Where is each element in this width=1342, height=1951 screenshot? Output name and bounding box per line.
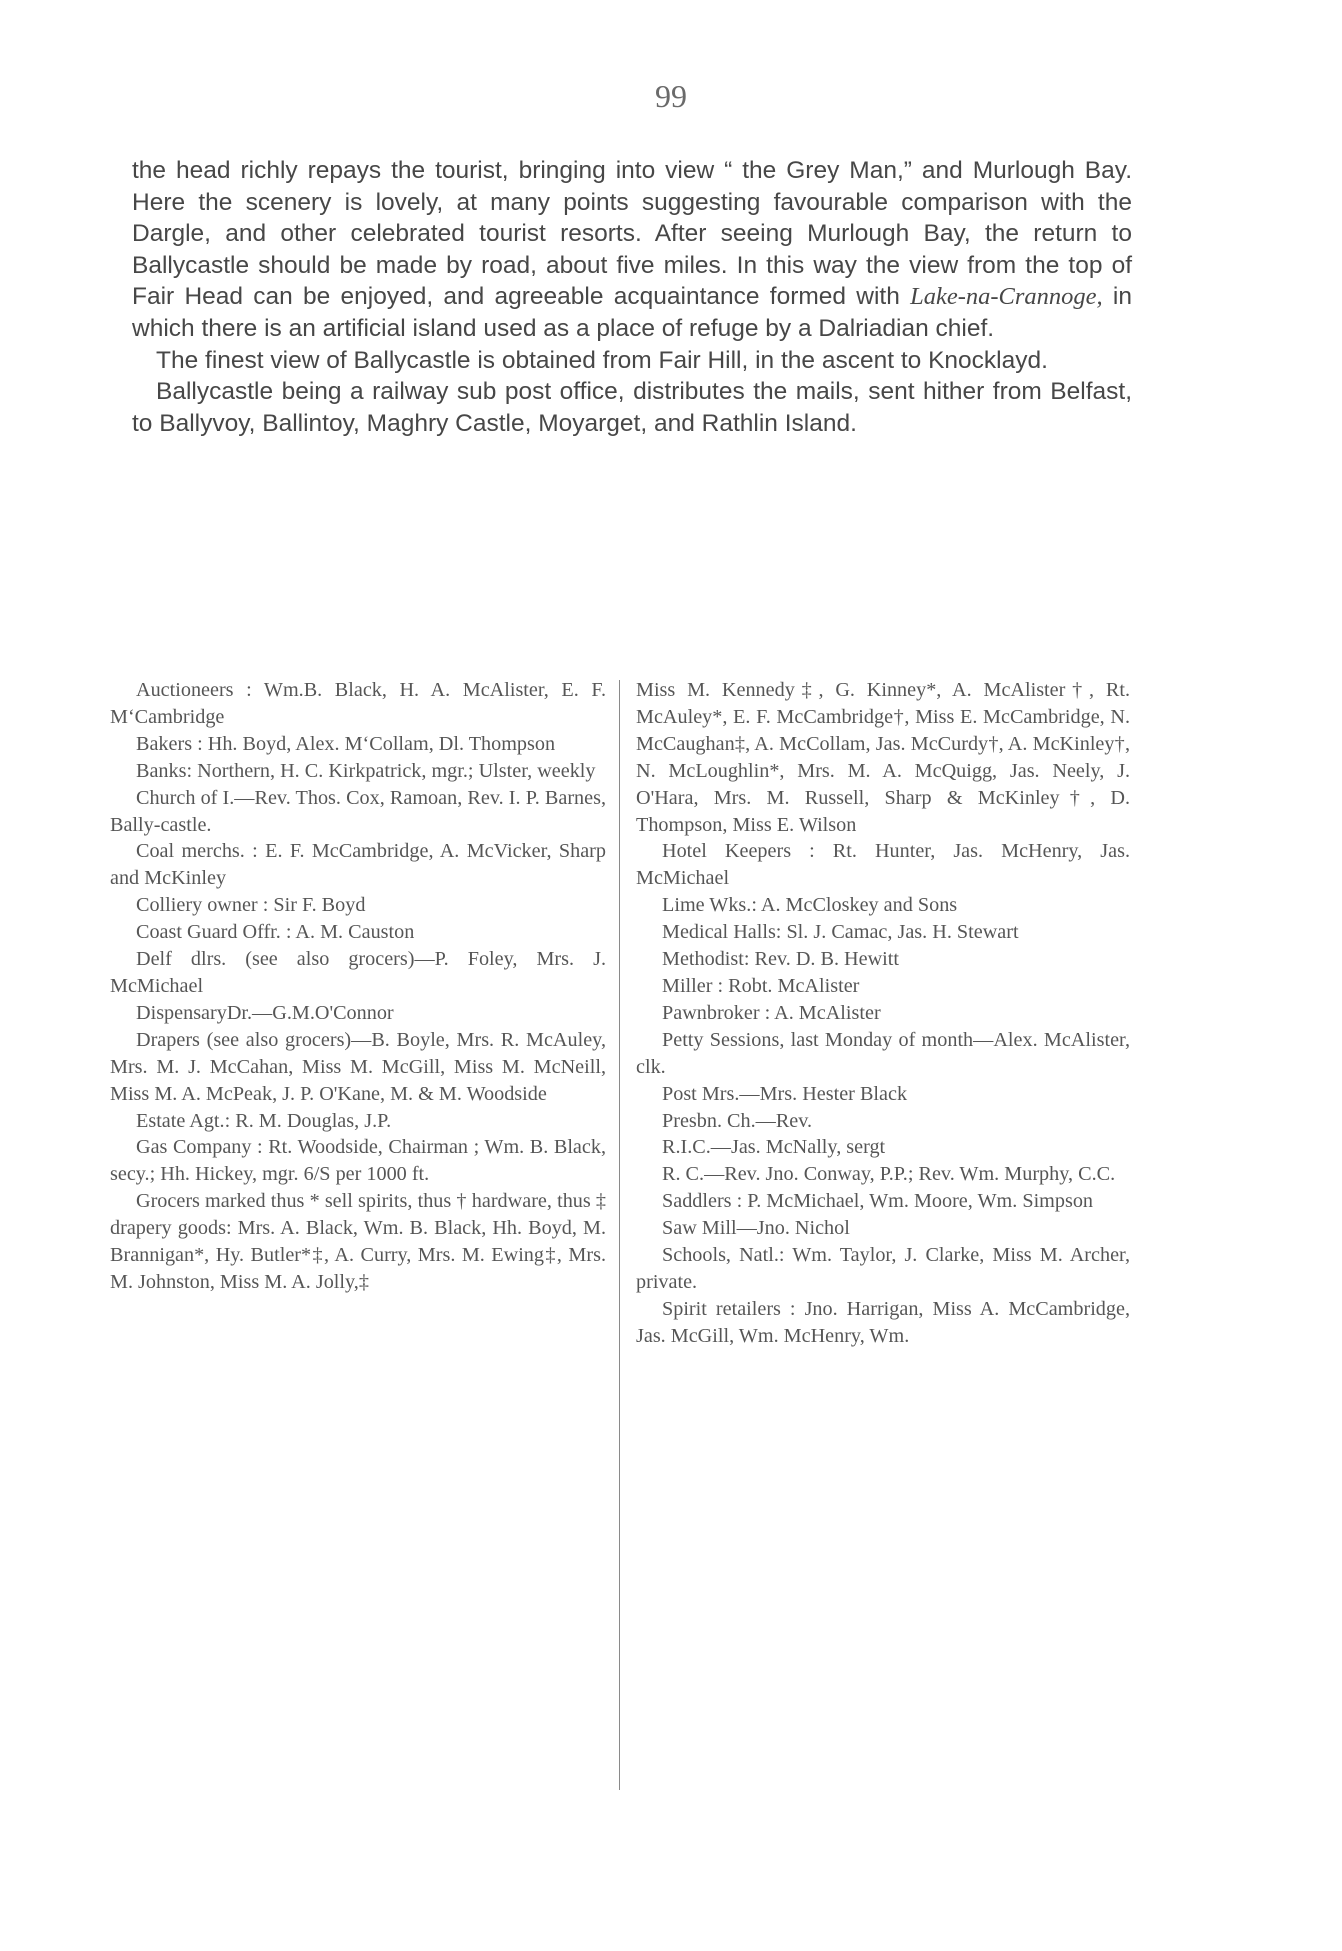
directory-entry: Colliery owner : Sir F. Boyd [136,894,366,917]
directory-entry: Post Mrs.—Mrs. Hester Black [662,1082,908,1105]
intro-p1-text-end: in which there is an artificial island used as a place of refuge by a Dalriadian chief. [132,283,1132,342]
directory-entry: Methodist: Rev. D. B. Hewitt [662,948,900,971]
directory-entry: Auctioneers : Wm.B. Black, H. A. McAlister, E. F. M‘Cambridge [110,679,606,728]
directory-entry: Miss M. Kennedy‡, G. Kinney*, A. McAlister†, Rt. McAuley*, E. F. McCambridge†, Miss E. McCambridge, N. McCaughan‡, A. McCollam, Jas. McCurdy†, A. McKinley†, N. McLoughlin*, Mrs. M. A. McQuigg, Jas. Neely, J. O'Hara, Mrs. M. Russell, Sharp & McKinley†, D. Thompson, Miss E. Wilson [636,679,1130,836]
directory-entry: Grocers marked thus * sell spirits, thus † hardware, thus ‡ drapery goods: Mrs. A. Black, Wm. B. Black, Hh. Boyd, M. Brannigan*, Hy. Butler*‡, A. Curry, Mrs. M. Ewing‡, Mrs. M. Johnston, Miss M. A. Jolly,‡ [110,1190,606,1293]
directory-entry: Schools, Natl.: Wm. Taylor, J. Clarke, Miss M. Archer, private. [636,1244,1130,1293]
directory-entry: Banks: Northern, H. C. Kirkpatrick, mgr.; Ulster, weekly [136,759,596,782]
directory-entry: Hotel Keepers : Rt. Hunter, Jas. McHenry, Jas. McMichael [636,840,1130,890]
directory-entry: Medical Halls: Sl. J. Camac, Jas. H. Stewart [662,921,1019,944]
directory-entry: Delf dlrs. (see also grocers)—P. Foley, Mrs. J. McMichael [110,948,606,997]
directory-entry: DispensaryDr.—G.M.O'Connor [136,1001,394,1024]
page-number: 99 [655,78,687,114]
directory-entry: Gas Company : Rt. Woodside, Chairman ; Wm. B. Black, secy.; Hh. Hickey, mgr. 6/S per 1000 ft. [110,1136,606,1186]
directory-left-column [110,677,606,1807]
directory-entry: R. C.—Rev. Jno. Conway, P.P.; Rev. Wm. Murphy, C.C. [662,1163,1116,1186]
directory-entry: Lime Wks.: A. McCloskey and Sons [662,894,958,917]
directory-entry: R.I.C.—Jas. McNally, sergt [662,1136,886,1159]
directory-entry: Presbn. Ch.—Rev. [662,1109,813,1132]
intro-p1-text: the head richly repays the tourist, bringing into view “ the Grey Man,” and Murlough Bay. Here the scenery is lovely, at many points suggesting favourable comparison with the Dargle, and other celebrated tourist resorts. After seeing Murlough Bay, the return to Ballycastle should be made by road, about five miles. In this way the view from the top of Fair Head can be enjoyed, and agreeable acquaintance formed with [132,157,1132,311]
directory-entry: Drapers (see also grocers)—B. Boyle, Mrs. R. McAuley, Mrs. M. J. McCahan, Miss M. McGill, Miss M. McNeill, Miss M. A. McPeak, J. P. O'Kane, M. & M. Woodside [110,1028,606,1105]
directory-entry: Coast Guard Offr. : A. M. Causton [136,921,415,944]
directory-entry: Estate Agt.: R. M. Douglas, J.P. [136,1109,392,1132]
directory-right-column [636,677,1130,1807]
directory-entry: Bakers : Hh. Boyd, Alex. M‘Collam, Dl. Thompson [136,732,556,755]
intro-paragraph-1 [132,155,1132,345]
intro-paragraph-2: The finest view of Ballycastle is obtained from Fair Hill, in the ascent to Knocklayd. [156,346,1048,374]
directory-entry: Miller : Robt. McAlister [662,974,860,997]
intro-p1-italic: Lake-na-Crannoge, [910,283,1103,311]
directory-entry: Pawnbroker : A. McAlister [662,1001,881,1024]
directory-entry: Saw Mill—Jno. Nichol [662,1217,850,1240]
intro-text [132,155,1132,439]
column-divider [619,680,620,1790]
directory-entry: Church of I.—Rev. Thos. Cox, Ramoan, Rev. I. P. Barnes, Bally-castle. [110,786,606,836]
directory-entry: Spirit retailers : Jno. Harrigan, Miss A. McCambridge, Jas. McGill, Wm. McHenry, Wm. [636,1297,1130,1347]
directory-entry: Coal merchs. : E. F. McCambridge, A. McVicker, Sharp and McKinley [110,840,606,890]
intro-paragraph-3: Ballycastle being a railway sub post office, distributes the mails, sent hither from Belfast, to Ballyvoy, Ballintoy, Maghry Castle, Moyarget, and Rathlin Island. [132,378,1132,437]
directory-entry: Saddlers : P. McMichael, Wm. Moore, Wm. Simpson [662,1190,1094,1213]
directory-entry: Petty Sessions, last Monday of month—Alex. McAlister, clk. [636,1028,1130,1078]
